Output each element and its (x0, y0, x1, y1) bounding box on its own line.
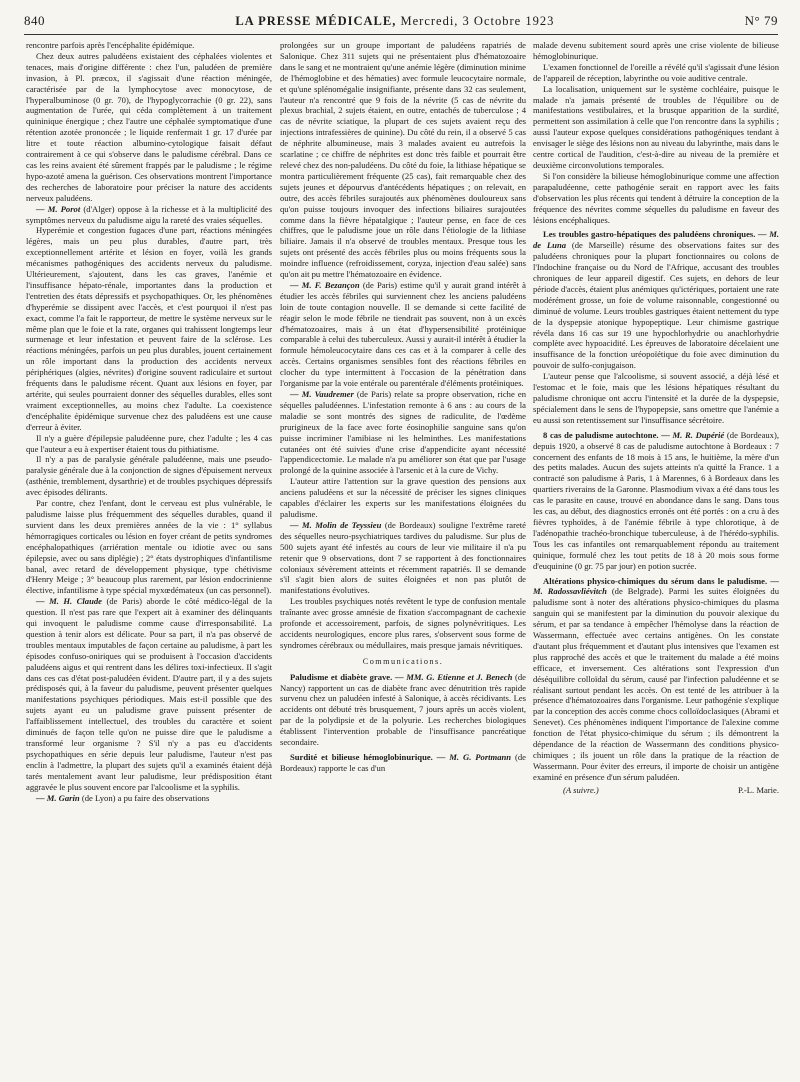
signature-line (533, 785, 779, 796)
paragraph: La localisation, uniquement sur le système cochléaire, puisque le malade n'a jamais présenté de troubles de l'équilibre ou de manifestations vestibulaires, et la brusque apparition de la surdité, permettent son assimilation à celle que l'on rencontre dans la syphilis ; aussi l'auteur expose quelques considérations pathogéniques tendant à envisager le siège des lésions non au niveau du labyrinthe, mais dans le centre cortical de l'audition, c'est-à-dire au niveau de la première et deuxième circonvolutions temporales. (533, 83, 779, 170)
page-number: 840 (24, 13, 45, 28)
paragraph: — M. H. Claude (de Paris) aborde le côté médico-légal de la question. Il n'est pas rare que l'expert ait à examiner des délinquants qui invoquent le paludisme comme cause d'irresponsabilité. La question à tenir alors est délicate. Pour sa part, il n'a pas observé de troubles mentaux imputables de façon certaine au paludisme, à part les épisodes confuso-oniriques qui se produisent à l'occasion d'accidents paludéens aigus et qui rentrent dans les délires toxi-infectieux. Il s'agit dans ces cas d'état post-paludéen évident. D'autre part, il y a des sujets prédisposés qui, à la faveur du paludisme, peuvent présenter quelques manifestations psychiques périodiques. Mais est-il possible que des sujets ayant eu un paludisme grave puissent présenter de l'affaiblissement intellectuel, des troubles du caractère et soient diminués de façon telle qu'on ne puisse dire que le paludisme a transformé leur organisme ? S'il n'y a pas eu d'accidents psychopathiques en série depuis leur paludisme, l'auteur n'est pas enclin à l'admettre, la plupart des sujets qu'il a examinés étaient déjà tarés mentalement avant leur paludisme, leur prédisposition étant aggravée le plus souvent encore par l'alcoolisme et la syphilis. (26, 596, 272, 792)
article-heading: Paludisme et diabète grave. (290, 671, 393, 682)
paragraph: — M. Porot (d'Alger) oppose à la richesse et à la multiplicité des symptômes nerveux du paludisme aigu la rareté des vraies séquelles. (26, 203, 272, 225)
article-heading: Altérations physico-chimiques du sérum dans le paludisme. (543, 575, 768, 586)
column-1 (26, 40, 272, 1075)
article-heading: 8 cas de paludisme autochtone. (543, 429, 659, 440)
author-name: — M. Vaudremer (290, 389, 354, 399)
author-name: — M. G. Portmann (436, 752, 512, 762)
signature: P.-L. Marie. (737, 784, 779, 795)
author-name: — M. Garin (36, 792, 80, 803)
paragraph: Par contre, chez l'enfant, dont le cerveau est plus vulnérable, le paludisme laisse plus fréquemment des séquelles durables, quand il survient dans les deux premières années de la vie : 1° syllabus hémorragiques corticales ou lésion en foyer créant de petits syndromes encéphalopathiques (arriération mentale ou idiotie avec ou sans épilepsie, avec ou sans diplégie) ; 2° états dystrophiques d'infantilisme banal, avec retard de développement physique, type chétivisme d'Henry Meige ; 3° beaucoup plus rarement, par lésion endocrinienne élective, infantilisme à type spécial myxœdémateux (un cas personnel). (26, 498, 272, 596)
paragraph: Il n'y a guère d'épilepsie paludéenne pure, chez l'adulte ; les 4 cas que l'auteur a eu à expertiser étaient tous du pithiatisme. (26, 432, 272, 454)
article-heading: Les troubles gastro-hépatiques des paludéens chroniques. (543, 229, 756, 240)
paragraph: prolongées sur un groupe important de paludéens rapatriés de Salonique. Chez 311 sujets qui ne présentaient plus d'hématozoaire dans le sang et ne montraient qu'une anémie légère (diminution minime de l'hémoglobine et des hématies) avec formule leucocytaire normale, et qu'une splénomégalie insignifiante, présente dans 32 cas seulement, l'auteur n'a rencontré que 9 fois de la névrite (5 cas de névrite du plexus brachial, 2 sujets étaient, en outre, entachés de tuberculose ; 4 cas de névrite sciatique, la plupart de ces sujets avaient reçu des injections intrafessières de quinine). Du côté du rein, il a observé 5 cas de néphrite albumineuse, mais 3 malades avaient eu autrefois la scarlatine ; ce chiffre de néphrites est donc très faible et pourrait être relevé chez des non-paludéens. Du côté du foie, la lithiase hépatique se montra particulièrement fréquente (25 cas), fait remarquable chez des sujets jeunes et dépourvus d'antécédents hépatiques ; on relevait, en outre, des accès fébriles surajoutés aux phénomènes douloureux sans qu'on puisse toujours invoquer des infections biliaires surajoutées comme dans la fièvre hépatalgique ; l'auteur pense, en face de ces chiffres, que le paludisme joue un rôle dans l'étiologie de la lithiase biliaire. Jamais il n'a observé de troubles mentaux. Presque tous les sujets ont présenté des accès fébriles plus ou moins fréquents sous la moindre influence (refroidissement, coryza, injection d'eau salée) sans qu'on ait pu mettre l'hématozoaire en évidence. (280, 40, 526, 280)
paragraph: — M. F. Bezançon (de Paris) estime qu'il y aurait grand intérêt à étudier les accès fébriles qui surviennent chez les anciens paludéens loin de toute contagion nouvelle. Il se demande si cette facilité de réagir selon le mode fébrile ne tiendrait pas souvent, non à un excès d'hématozoaires, mais à un état d'hypersensibilité protéinique comparable à celui des tuberculeux. Aussi y aurait-il intérêt à étudier la formule hémoleucocytaire dans ces cas et à la comparer à celle des accès. Certains organismes sensibles font des réactions fébriles en clocher du type intermittent à l'occasion de la pénétration dans l'organisme par la voie entérale ou parentérale d'éléments protéiniques. (280, 279, 526, 389)
column-3 (533, 40, 779, 1075)
journal-title (235, 14, 554, 29)
author-name: — M. Molin de Teyssieu (290, 519, 382, 530)
paragraph: malade devenu subitement sourd après une crise violente de bilieuse hémoglobinurique. (533, 40, 779, 61)
paragraph: Il n'y a pas de paralysie générale paludéenne, mais une pseudo-paralysie générale due à la conjonction de signes d'épuisement nerveux (asthénie, tremblement, dysarthrie) et de troubles psychiques dépressifs avec épisodes délirants. (26, 454, 272, 498)
section-heading: Communications. (362, 656, 444, 666)
paragraph: Altérations physico-chimiques du sérum dans le paludisme. — M. Radossavliévitch (de Belgrade). Parmi les suites éloignées du paludisme sont à noter des altérations physico-chimiques du plasma sanguin qui se manifestent par la diminution du pouvoir alexique du sérum, et par sa tendance à empêcher l'hémolyse dans la réaction de Wassermann, effectuée avec certains antigènes. On les constate d'autant plus fréquemment et d'autant plus intensives que l'examen est plus rapproché des accès et que le traitement du malade a été moins efficace, et inversement. Ces altérations sont l'expression d'un déséquilibre colloïdal du sérum, causé par l'infection paludéenne et se réalisant surtout pendant les accès. On est tenté de les attribuer à la présence d'hématozoaires dans l'organisme. Leur pathogénie s'explique par la conception des accès comme chocs colloïdoclasiques (Abrami et Senevet). Ces phénomènes indiquent l'importance de l'alexine comme fonction de l'état physico-chimique du sérum ; ils démontrent la dépendance de la réaction de Wassermann des conditions physico-chimiques ; ils jouent un rôle dans la pratique de la réaction de Wassermann. Pour éviter des erreurs, il importe de choisir un antigène examiné en présence d'un sérum paludéen. (533, 575, 779, 782)
issue-number: N° 79 (744, 13, 778, 28)
paragraph: L'auteur pense que l'alcoolisme, si souvent associé, a déjà lésé et l'estomac et le foie, mais que les lésions hépatiques résultant du paludisme chronique ont accru l'intensité et la durée de la dyspepsie, spécialement dans le sens de l'hypopepsie, sans omettre que l'anémie a eu aussi son retentissement sur l'insuffisance sécrétoire. (533, 371, 779, 425)
paragraph: L'auteur attire l'attention sur la grave question des pensions aux anciens paludéens et sur la nécessité de préciser les signes cliniques capables d'éclairer les experts sur les manifestations éloignées du paludisme. (280, 476, 526, 519)
author-name: — M. H. Claude (36, 596, 102, 607)
article-heading: Surdité et bilieuse hémoglobinurique. (290, 752, 433, 762)
author-name: — M. Porot (36, 203, 81, 214)
author-name: — MM. G. Etienne et J. Benech (394, 671, 513, 682)
journal-name: LA PRESSE MÉDICALE, (235, 13, 397, 28)
paragraph: — M. Molin de Teyssieu (de Bordeaux) souligne l'extrême rareté des séquelles neuro-psychiatriques tardives du paludisme. Sur plus de 500 sujets ayant été infestés au cours de leur vie militaire il n'a pu retenir que 9 observations, dont 7 se rapportent à des fonctionnaires coloniaux sévèrement atteints et récemment rapatriés. Il se demande s'il s'agit bien alors de suites éloignées et non pas plutôt de manifestations évolutives. (280, 519, 526, 596)
paragraph: Paludisme et diabète grave. — MM. G. Etienne et J. Benech (de Nancy) rapportent un cas de diabète franc avec dénutrition très rapide survenu chez un paludéen infesté à Salonique, à accès récidivants. Les accidents ont débuté très brusquement, 7 jours après un accès violent, par de la polydipsie et de la polyurie. Les recherches biologiques établissent l'intervention probable de l'insuffisance pancréatique secondaire. (280, 671, 526, 748)
paragraph: — M. Garin (de Lyon) a pu faire des observations (36, 792, 210, 803)
author-name: — M. R. Dupérié (661, 429, 725, 440)
paragraph: Surdité et bilieuse hémoglobinurique. — M. G. Portmann (de Bordeaux) rapporte le cas d'un (280, 752, 526, 773)
paragraph: 8 cas de paludisme autochtone. — M. R. Dupérié (de Bordeaux), depuis 1920, a observé 8 cas de paludisme autochtone à Bordeaux : 7 concernent des enfants de 18 mois à 15 ans, le huitième, la mère d'un des petits malades. Aucun des sujets atteints n'a quitté la France. 1 a contracté son paludisme à Paris, 1 à Marennes, 6 à Bordeaux dans les quartiers riverains de la Garonne. Plasmodium vivax a été dans tous les cas le parasite en cause, trouvé en abondance dans le sang. Dans tous les cas, au début, des diagnostics erronés ont été portés : on a cru à des fièvres typhoïdes, à de l'anémie fébrile à type chlorotique, à de l'adénopathie trachéo-bronchique tuberculeuse, à de l'hérédo-syphilis. Tous les cas infantiles ont remarquablement répondu au traitement quinique, formulé chez les tout petits de 18 à 20 mois sous forme d'euquinine (0 gr. 75 par jour) en potion sucrée. (533, 429, 779, 571)
continued-note: (A suivre.) (563, 784, 599, 795)
paragraph: — M. Vaudremer (de Paris) relate sa propre observation, riche en séquelles paludéennes. L'infestation remonte à 6 ans : au cours de la maladie se sont montrés des signes de radiculite, de l'œdème prurigineux de la face avec forte éosinophilie sanguine sans qu'on puisse incriminer l'amibiase ni les helminthes. Les manifestations cutanées ont été suivies d'une crise d'appendicite ayant nécessité l'appendicectomie. Le malade n'a pu améliorer son état que par l'usage prolongé de la quinine associée à l'arsenic et à la cure de Vichy. (280, 389, 526, 476)
issue-date: Mercredi, 3 Octobre 1923 (400, 13, 555, 28)
paragraph: Les troubles gastro-hépatiques des paludéens chroniques. — M. de Luna (de Marseille) résume des observations faites sur des paludéens chroniques pour la plupart fonctionnaires ou colons de l'Indochine française ou du Nord de l'Afrique, accusant des troubles chroniques de leur appareil digestif. Ces sujets, en dehors de leur période d'accès, étaient plus anémiques qu'ictériques, portaient une rate modérément grosse, un foie de volume raisonnable, congestionné ou diminué de volume. Leurs troubles gastriques étaient nettement du type de la dyspepsie atonique hypopeptique. Leur chimisme gastrique révéla dans 16 cas sur 19 une hypochlorhydrie ou anachlorhydrie complète avec hypoacidité. Les épreuves de laboratoire décelaient une insuffisance de la fonction uréopoïétique du foie avec diminution du pouvoir de sulfo-conjugaison. (533, 229, 779, 371)
paragraph: L'examen fonctionnel de l'oreille a révélé qu'il s'agissait d'une lésion de l'appareil de réception, labyrinthe ou voie auditive centrale. (533, 61, 779, 83)
paragraph: Chez deux autres paludéens existaient des céphalées violentes et tenaces, mais d'origine différente : chez l'un, paludéen de première invasion, à Pl. præcox, il s'agissait d'une réaction méningée, caractérisée par de la lymphocytose avec monocytose, de l'hyperalbuminose (0 gr. 70), de l'hypoglycorrachie (0 gr. 22), sans augmentation de l'urée, qui céda complètement à un traitement quininique énergique ; chez l'autre une céphalée symptomatique d'une rétention azotée prononcée ; le liquide renfermait 1 gr. 17 d'urée par litre et toute réaction albumino-cytologique faisait défaut contrairement à ce qui s'observe dans le paludisme cérébral. Dans ce cas les reins avaient été sûrement frappés par le paludisme ; le régime hypo-azoté amena la guérison. Ces observations montrent l'importance des recherches de laboratoire pour préciser la nature des accidents nerveux paludéens. (26, 50, 272, 203)
paragraph: Si l'on considère la bilieuse hémoglobinurique comme une affection parapaludéenne, cette pathogénie serait en rapport avec les faits d'observation les plus récents qui tendent à détruire la conception de la fréquence des névrites comme séquelles du paludisme en faveur des lésions encéphaliques. (533, 170, 779, 225)
header-rule (24, 34, 778, 35)
page-header (24, 10, 778, 32)
paragraph: rencontre parfois après l'encéphalite épidémique. (26, 40, 195, 50)
author-name: — M. de Luna (533, 229, 779, 251)
paragraph: Les troubles psychiques notés revêtent le type de confusion mentale traînante avec grosse amnésie de fixation s'accompagnant de cachexie profonde et accessoirement, parfois, de signes polynévritiques. Les accidents neurologiques, encore plus rares, s'observent sous forme de syndromes cérébraux ou médullaires, mais presque jamais névritiques. (280, 596, 526, 650)
paragraph: Hyperémie et congestion fugaces d'une part, réactions méningées légères, mais un peu plus durables, d'autre part, très exceptionnellement artérite et lésion en foyer, voilà les grands mécanismes pathogéniques des accidents nerveux du paludisme. Ultérieurement, s'ajoutent, dans les cas graves, l'anémie et l'insuffisance hépato-rénale, importantes dans la production et l'entretien des états dépressifs et psychopathiques. Or, les phénomènes d'hyperémie se dissipent avec l'accès, et c'est pourquoi il n'est pas exact, comme l'a fait le rapporteur, de mettre le système nerveux sur le même plan que le foie et la rate, organes qui trahissent longtemps leur surmenage et leur infestation et peuvent faire de la sclérose. Les réactions méningées, parfois un peu plus durables, jouent certainement un rôle important dans la production des accidents nerveux périphériques (algies, névrites) d'origine souvent radiculaire et surtout fréquents dans le paludisme récent. Quant aux lésions en foyer, par artérite, qui seules pourraient donner des séquelles durables, elles sont vraiment exceptionnelles, au moins chez l'adulte. La coexistence d'encéphalite épidémique survenue chez des paludéens est une cause d'erreur à éviter. (26, 225, 272, 432)
author-name: — M. F. Bezançon (290, 279, 360, 290)
author-name: — M. Radossavliévitch (533, 575, 779, 597)
column-2 (280, 40, 526, 1075)
